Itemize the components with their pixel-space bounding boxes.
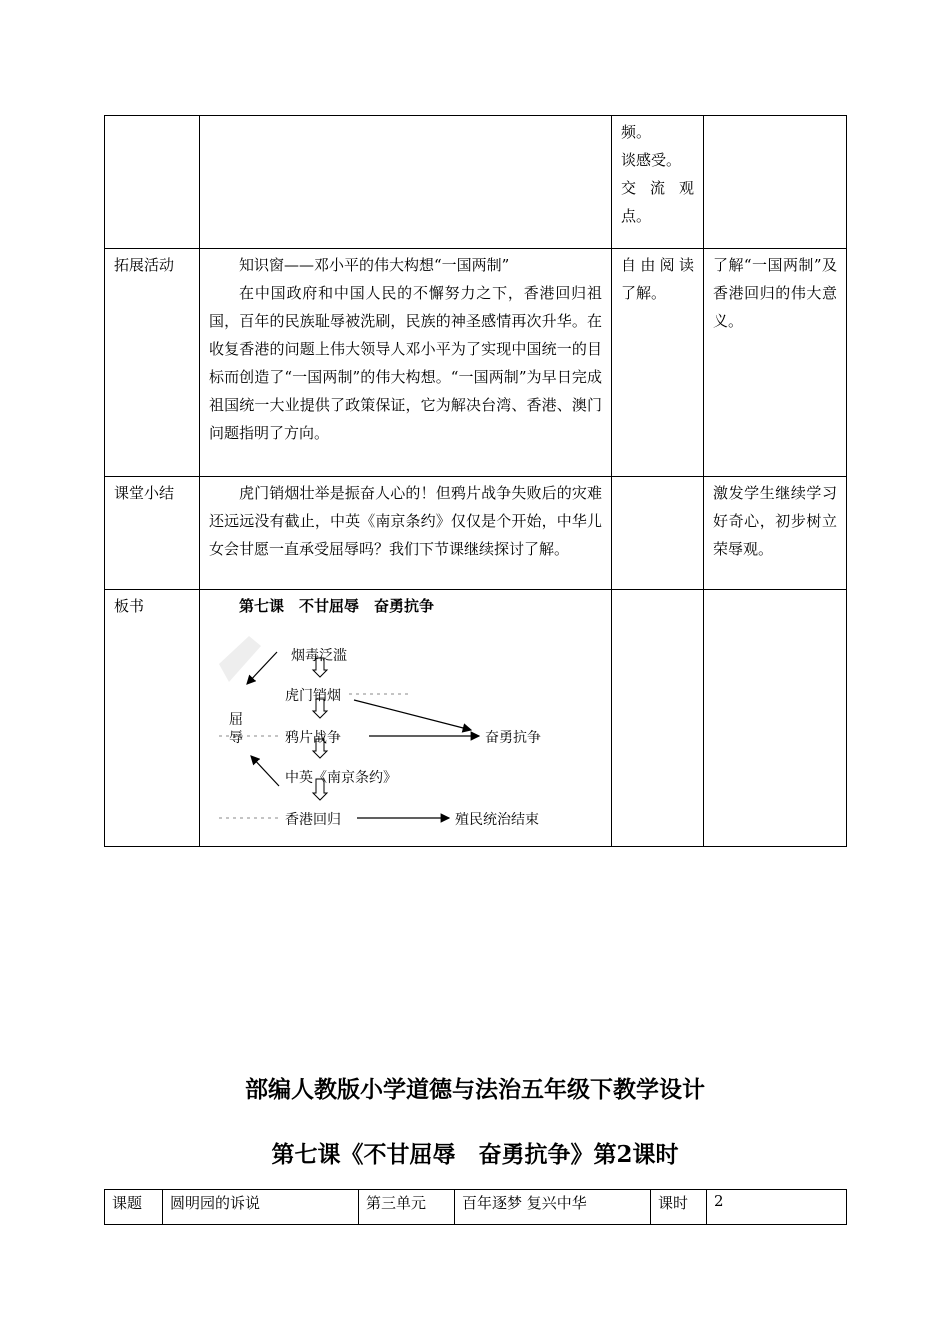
cell-label bbox=[105, 116, 200, 249]
board-title: 第七课 不甘屈辱 奋勇抗争 bbox=[239, 597, 435, 615]
label-topic: 课题 bbox=[105, 1190, 163, 1225]
node-humiliation-2: 辱 bbox=[229, 730, 243, 746]
cell-label: 板书 bbox=[105, 590, 200, 847]
knowledge-heading: 知识窗——邓小平的伟大构想“一国两制” bbox=[239, 256, 510, 274]
cell-intent bbox=[704, 116, 847, 249]
table-row bbox=[105, 590, 847, 847]
node-hk: 香港回归 bbox=[285, 812, 341, 828]
lesson-plan-table bbox=[104, 115, 847, 847]
node-colonial-end: 殖民统治结束 bbox=[455, 812, 539, 828]
node-war: 鸦片战争 bbox=[285, 730, 341, 746]
method-line: 谈感受。 bbox=[621, 151, 682, 169]
lesson-info-table bbox=[104, 1189, 847, 1225]
cell-intent bbox=[704, 590, 847, 847]
cell-content bbox=[200, 116, 612, 249]
table-row bbox=[105, 1190, 847, 1225]
period-value: 2 bbox=[707, 1190, 847, 1225]
doc-title: 部编人教版小学道德与法治五年级下教学设计 bbox=[245, 1076, 705, 1103]
node-humen: 虎门销烟 bbox=[285, 688, 341, 704]
node-fight: 奋勇抗争 bbox=[485, 730, 541, 746]
node-treaty: 中英《南京条约》 bbox=[285, 770, 397, 786]
cell-label: 课堂小结 bbox=[105, 477, 200, 590]
blackboard-diagram bbox=[209, 624, 599, 844]
cell-content bbox=[200, 249, 612, 477]
method-line: 频。 bbox=[621, 123, 652, 141]
unit-name: 百年逐梦 复兴中华 bbox=[455, 1190, 651, 1225]
node-humiliation-1: 屈 bbox=[229, 712, 243, 728]
lesson-title: 第七课《不甘屈辱 奋勇抗争》第2课时 bbox=[271, 1141, 679, 1168]
cell-intent: 了解“一国两制”及香港回归的伟大意义。 bbox=[704, 249, 847, 477]
unit-value: 第三单元 bbox=[359, 1190, 455, 1225]
table-row bbox=[105, 249, 847, 477]
table-row bbox=[105, 477, 847, 590]
knowledge-body: 在中国政府和中国人民的不懈努力之下，香港回归祖国，百年的民族耻辱被洗刷，民族的神圣感情再次升华。在收复香港的问题上伟大领导人邓小平为了实现中国统一的目标而创造了“一国两制”的伟大构想。“一国两制”为早日完成祖国统一大业提供了政策保证，它为解决台湾、香港、澳门问题指明了方向。 bbox=[209, 284, 602, 442]
cell-method: 自由阅读了解。 bbox=[612, 249, 704, 477]
table-row bbox=[105, 116, 847, 249]
cell-method bbox=[612, 477, 704, 590]
cell-content: 虎门销烟壮举是振奋人心的！但鸦片战争失败后的灾难还远远没有截止，中英《南京条约》仅仅是个开始，中华儿女会甘愿一直承受屈辱吗？我们下节课继续探讨了解。 bbox=[200, 477, 612, 590]
cell-method bbox=[612, 590, 704, 847]
cell-intent: 激发学生继续学习好奇心，初步树立荣辱观。 bbox=[704, 477, 847, 590]
label-period: 课时 bbox=[651, 1190, 707, 1225]
method-line: 交流观点。 bbox=[621, 179, 694, 225]
cell-label: 拓展活动 bbox=[105, 249, 200, 477]
topic-value: 圆明园的诉说 bbox=[163, 1190, 359, 1225]
cell-content bbox=[200, 590, 612, 847]
node-opium-flood: 烟毒泛滥 bbox=[291, 648, 347, 664]
cell-method bbox=[612, 116, 704, 249]
